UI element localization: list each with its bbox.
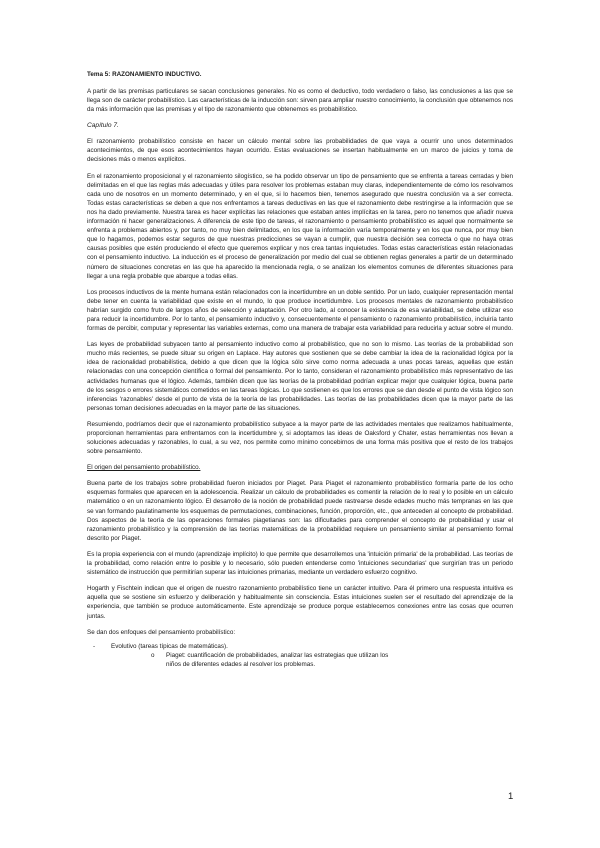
sub-list-item <box>111 651 513 669</box>
section-paragraph: Se dan dos enfoques del pensamiento probabilístico: <box>87 628 236 636</box>
dash-bullet: - <box>93 642 96 650</box>
paragraph: El razonamiento probabilístico consiste en hacer un cálculo mental sobre las probabilidades de que vaya a ocurrir uno unos determinados acontecimientos, de que esos acontecimientos hayan ocurrido. Estas evaluaciones se insertan habitualmente en un marco de juicios y toma de decisiones más o menos explícitos. <box>87 138 513 164</box>
section-heading: El origen del pensamiento probabilístico. <box>87 464 201 472</box>
document-title: Tema 5: RAZONAMIENTO INDUCTIVO. <box>87 71 202 78</box>
paragraph: En el razonamiento proposicional y el razonamiento silogístico, se ha podido observar un tipo de pensamiento que se enfrenta a tareas cerradas y bien delimitadas en el que las reglas más adecuadas y útiles para resolver los problemas estaban muy claras, independientemente de cómo los resolvamos cada uno de nosotros en un momento determinado, y en el que, si lo hacemos bien, tenemos asegurado que nuestra conclusión va a ser correcta. Todas estas características se deben a que nos enfrentamos a tareas deductivas en las que el razonamiento debe restringirse a la información que se nos ha dado previamente. Nuestra tarea es hacer explícitas las relaciones que estaban antes implícitas en la tarea, pero no tenemos que añadir nueva información ni hacer generalizaciones. A diferencia de este tipo de tareas, el razonamiento o pensamiento probabilístico es aquel que normalmente se enfrenta a problemas abiertos y, por tanto, no muy bien delimitados, en los que la información varía temporalmente y en los que nunca, por muy bien que lo hagamos, podemos estar seguros de que nuestras predicciones se vayan a cumplir, que nuestra decisión sea correcta o que no haya otras causas posibles que estén produciendo el efecto que queremos explicar y nos crea tantas inquietudes. Todas estas características están relacionadas con el pensamiento inductivo. La inducción es el proceso de generalización por medio del cual se obtienen reglas generales a partir de un determinado número de situaciones concretas en las que ha aparecido la mencionada regla, o se analizan los elementos comunes de diferentes situaciones para llegar a una regla probable que abarque a todas ellas. <box>87 172 513 280</box>
chapter-label: Capítulo 7. <box>87 122 119 130</box>
list-item <box>87 642 513 669</box>
section-paragraph: Hogarth y Fischtein indican que el origen de nuestro razonamiento probabilístico tiene un carácter intuitivo. Para él primero una respuesta intuitiva es aquella que se sostiene sin esfuerzo y deliberación y habitualmente sin consciencia. Estas intuiciones suelen ser el resultado del aprendizaje de la experiencia, que también se produce automáticamente. Este aprendizaje se produce porque establecemos conexiones entre las cosas que ocurren juntas. <box>87 585 513 620</box>
section-paragraph: Es la propia experiencia con el mundo (aprendizaje implícito) lo que permite que desarrollemos una 'intuición primaria' de la probabilidad. Las teorías de la probabilidad, como relación entre lo posible y lo necesario, sólo pueden entenderse como 'intuiciones secundarias' que surgirían tras un periodo sistemático de instrucción que permitirían superar las intuiciones primarias, mediante un verdadero esfuerzo cognitivo. <box>87 550 513 577</box>
approaches-list <box>87 642 513 669</box>
sub-list <box>111 651 513 669</box>
section-paragraph: Buena parte de los trabajos sobre probabilidad fueron iniciados por Piaget. Para Piaget el razonamiento probabilístico formaría parte de los ocho esquemas formales que aparecen en la adolescencia. Realizar un cálculo de probabilidades es comentir la relación de lo real y lo posible en un cálculo matemático o en un razonamiento lógico. El desarrollo de la noción de probabilidad puede rastrearse desde edades mucho más tempranas en las que se van formando paulatinamente los esquemas de permutaciones, combinaciones, función, proporción, etc., que anteceden al concepto de probabilidad. Dos aspectos de la teoría de las operaciones formales piagetianas son: las dificultades para comprender el concepto de probabilidad y usar el razonamiento probabilístico y la comprensión de las teorías matemáticas de la probabilidad requiere un pensamiento similar al pensamiento formal descrito por Piaget. <box>87 480 514 542</box>
intro-paragraph: A partir de las premisas particulares se sacan conclusiones generales. No es como el deductivo, todo verdadero o falso, las conclusiones a las que se llega son de carácter probabilístico. Las características de la inducción son: sirven para ampliar nuestro conocimiento, la conclusión que obtenemos nos da más información que las premisas y el tipo de razonamiento que obtenemos es probabilístico. <box>87 88 513 114</box>
page-content <box>87 70 513 669</box>
circle-bullet: o <box>151 651 155 659</box>
page-number: 1 <box>508 791 514 802</box>
paragraph: Los procesos inductivos de la mente humana están relacionados con la incertidumbre en un doble sentido. Por un lado, cualquier representación mental debe tener en cuenta la variabilidad que existe en el mundo, lo que produce incertidumbre. Los procesos mentales de razonamiento probabilístico habrían surgido como fruto de largos años de selección y adaptación. Por otro lado, al conocer la existencia de esa variabilidad, se debe utilizar eso para reducir la incertidumbre. Por lo tanto, el pensamiento inductivo y, consecuentemente el pensamiento o razonamiento probabilístico, incluiría tanto formas de percibir, computar y representar las variables externas, como una manera de trabajar esta variabilidad para reducirla y actuar sobre el mundo. <box>87 288 513 333</box>
paragraph: Las leyes de probabilidad subyacen tanto al pensamiento inductivo como al probabilístico, que no son lo mismo. Las teorías de la probabilidad son mucho más recientes, se puede situar su origen en Laplace. Hay autores que sostienen que se debe cambiar la idea de la racionalidad lógica por la idea de racionalidad probabilística, debido a que dicen que la lógica sólo sirve como norma adecuada a unas pocas tareas, aquellas que están relacionadas con una concepción científica o formal del pensamiento. Por lo tanto, consideran el razonamiento probabilístico más representativo de las actividades humanas que el lógico. Además, también dicen que las teorías de la probabilidad podrían explicar mejor que cualquier lógica, buena parte de los sesgos o errores sistemáticos cometidos en las tareas lógicas. Lo que sostienen es que los errores que se dan desde el punto de vista lógico son inferencias 'razonables' desde el punto de vista de la teoría de las probabilidades. Las teorías de las probabilidades dicen que la mayor parte de las personas toman decisiones adecuadas en la mayor parte de las situaciones. <box>87 341 513 412</box>
paragraph: Resumiendo, podríamos decir que el razonamiento probabilístico subyace a la mayor parte de las actividades mentales que realizamos habitualmente, proporcionan herramientas para enfrentarnos con la incertidumbre y, si adoptamos las ideas de Oaksford y Chater, estas herramientas nos llevan a soluciones adecuadas y razonables, lo cual, a su vez, nos permite como mínimo concebirnos de una forma más positiva que el resto de los trabajos sobre pensamiento. <box>87 420 513 456</box>
list-item-text: Evolutivo (tareas típicas de matemáticas). <box>111 642 228 650</box>
sub-list-item-text: Piaget: cuantificación de probabilidades, analizar las estrategias que utilizan los niños de diferentes edades al resolver los problemas. <box>166 651 389 668</box>
